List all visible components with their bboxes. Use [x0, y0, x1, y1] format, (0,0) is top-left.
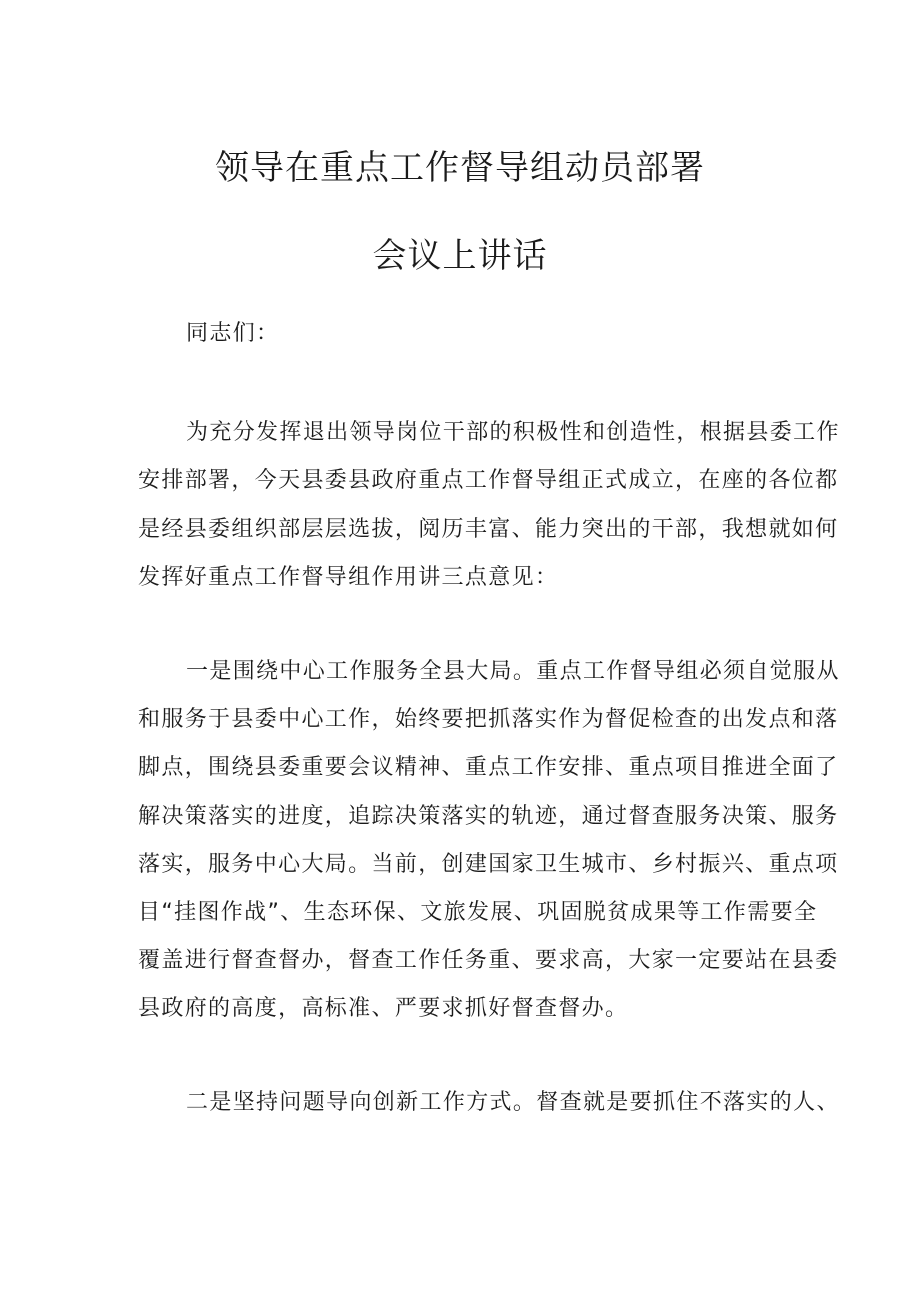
paragraph-2-line: 解决策落实的进度，追踪决策落实的轨迹，通过督查服务决策、服务	[138, 804, 839, 829]
paragraph-2-line: 覆盖进行督查督办，督查工作任务重、要求高，大家一定要站在县委	[138, 948, 839, 973]
paragraph-2-line: 脚点，围绕县委重要会议精神、重点工作安排、重点项目推进全面了	[138, 755, 839, 780]
paragraph-2-line: 目“挂图作战”、生态环保、文旅发展、巩固脱贫成果等工作需要全	[138, 900, 818, 925]
document-title-line-1: 领导在重点工作督导组动员部署	[215, 148, 705, 188]
salutation: 同志们：	[186, 321, 280, 346]
paragraph-3-line: 二是坚持问题导向创新工作方式。督查就是要抓住不落实的人、	[186, 1090, 840, 1115]
paragraph-2-line: 落实，服务中心大局。当前，创建国家卫生城市、乡村振兴、重点项	[138, 852, 839, 877]
paragraph-2-line: 县政府的高度，高标准、严要求抓好督查督办。	[138, 996, 629, 1021]
paragraph-1-line: 安排部署，今天县委县政府重点工作督导组正式成立，在座的各位都	[138, 468, 839, 493]
paragraph-2-line: 和服务于县委中心工作，始终要把抓落实作为督促检查的出发点和落	[138, 707, 839, 732]
paragraph-1-line: 是经县委组织部层层选拔，阅历丰富、能力突出的干部，我想就如何	[138, 517, 839, 542]
paragraph-1-line: 为充分发挥退出领导岗位干部的积极性和创造性，根据县委工作	[186, 420, 840, 445]
paragraph-2-line: 一是围绕中心工作服务全县大局。重点工作督导组必须自觉服从	[186, 659, 840, 684]
paragraph-1-line: 发挥好重点工作督导组作用讲三点意见：	[138, 565, 559, 590]
document-title-line-2: 会议上讲话	[372, 236, 548, 276]
